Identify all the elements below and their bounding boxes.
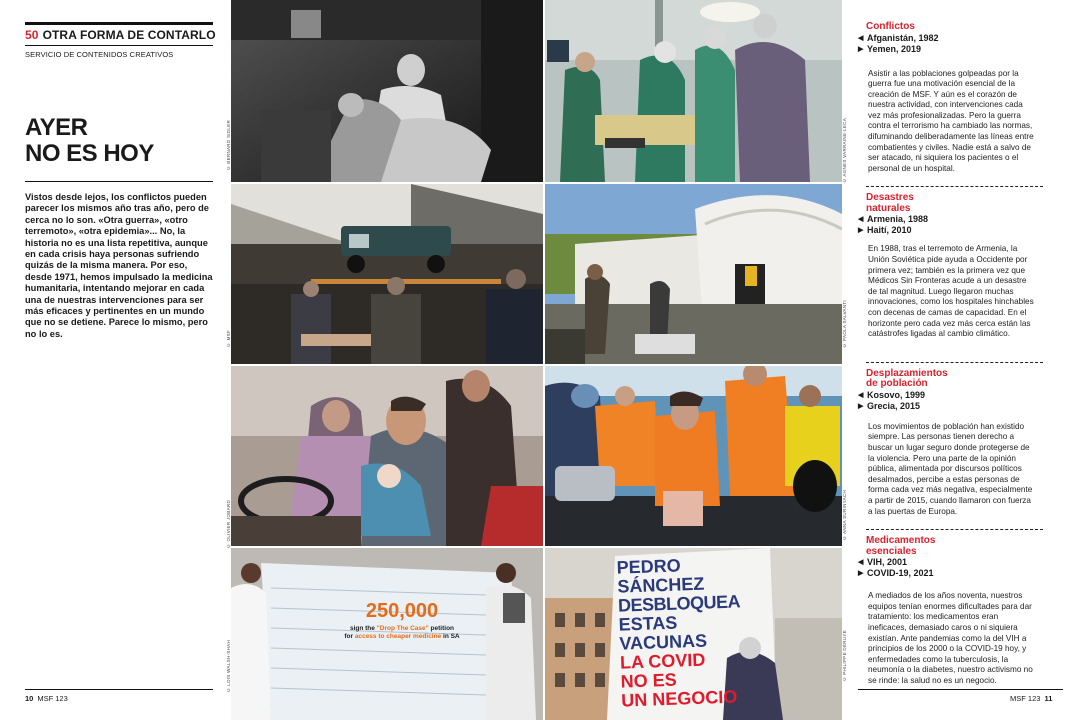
section-title: OTRA FORMA DE CONTARLO <box>42 28 216 42</box>
truck-sign-line-7: NO ES <box>620 669 678 692</box>
banner-line-1c: petition <box>428 625 455 632</box>
section-title <box>866 369 1035 390</box>
photo-inflatable-hospital <box>545 184 842 364</box>
timeline-item-label: Kosovo, 1999 <box>867 389 926 400</box>
headline-line-1: AYER <box>25 114 88 141</box>
truck-sign <box>616 553 771 710</box>
left-column <box>25 22 216 340</box>
photo-vacunas-truck <box>545 548 842 720</box>
banner-line-1 <box>327 625 477 632</box>
right-column <box>858 22 1035 686</box>
section-title-line: esenciales <box>866 545 917 557</box>
timeline-item <box>858 214 1035 225</box>
banner-number: 250,000 <box>365 600 439 622</box>
banner-line-2a: for <box>344 633 355 640</box>
section-title-line: naturales <box>866 202 911 214</box>
truck-sign-line-6: LA COVID <box>619 649 706 673</box>
photo-yemen-surgery <box>545 0 842 182</box>
triangle-right-icon: ▶ <box>858 227 864 235</box>
banner-line-1a: sign the <box>349 625 377 632</box>
section-title-line: Desastres <box>866 192 914 204</box>
section-conflictos <box>858 22 1035 187</box>
page-number-left: 10 <box>25 694 34 703</box>
timeline-item-label: Grecia, 2015 <box>867 400 921 411</box>
triangle-left-icon: ◀ <box>858 216 864 224</box>
section-title-line: de población <box>866 378 928 390</box>
section-title-line: Conflictos <box>866 21 915 32</box>
photo-credit: © MSF <box>226 330 231 348</box>
section-divider <box>866 529 1043 530</box>
triangle-right-icon: ▶ <box>858 570 864 578</box>
banner-text <box>327 600 477 640</box>
triangle-right-icon: ▶ <box>858 45 864 53</box>
truck-sign-line-1: PEDRO <box>616 555 682 578</box>
section-desastres <box>858 193 1035 362</box>
timeline-item <box>858 225 1035 236</box>
triangle-left-icon: ◀ <box>858 559 864 567</box>
triangle-right-icon: ▶ <box>858 402 864 410</box>
timeline-item <box>858 44 1035 55</box>
photo-credit: © PHILIPPE DERUYE <box>842 630 847 682</box>
truck-sign-line-3: DESBLOQUEA <box>617 591 741 616</box>
photo-drop-the-case <box>231 548 543 720</box>
truck-sign-line-5: VACUNAS <box>619 630 708 654</box>
section-desplazamientos <box>858 369 1035 530</box>
timeline-item <box>858 568 1035 579</box>
page-number-right: 11 <box>1044 694 1053 703</box>
section-title <box>866 536 1035 557</box>
timeline-item <box>858 390 1035 401</box>
banner-line-2 <box>327 633 477 640</box>
photo-credit: © PAOLA SALVANTI <box>842 300 847 348</box>
truck-sign-line-4: ESTAS <box>618 612 678 635</box>
timeline-item <box>858 33 1035 44</box>
headline <box>25 115 213 167</box>
section-text: A mediados de los años noventa, nuestros equipos tenían enormes dificultades para dar tratamiento: los medicamentos eran ineficaces, demasiado caros o ni siquiera existían. Ante pandemias como la del VIH a principios de los 2000 o la COVID-19 hoy, y enfermedades como la tuberculosis, la neumonía o la diabetes, nuestro activismo no se rinde: la salud no es un negocio. <box>868 591 1033 685</box>
footer-rule-right <box>858 689 1063 690</box>
footer-rule-left <box>25 689 213 690</box>
magazine-issue-left: MSF 123 <box>37 694 68 703</box>
timeline-item <box>858 557 1035 568</box>
photo-credit: © OLIVIER JOBARD <box>226 500 231 549</box>
headline-line-2: NO ES HOY <box>25 140 154 167</box>
folio-left <box>25 694 68 703</box>
timeline-item-label: VIH, 2001 <box>867 557 908 568</box>
section-header <box>25 22 216 46</box>
triangle-left-icon: ◀ <box>858 34 864 42</box>
headline-rule <box>25 181 213 182</box>
timeline-item <box>858 401 1035 412</box>
timeline-item-label: Afganistán, 1982 <box>867 32 939 43</box>
banner-line-2b: access to cheaper medicine <box>354 633 442 640</box>
photo-credit: © BERNARD SIDLER <box>226 120 231 171</box>
photo-credit: © ANNA SURINYACH <box>842 490 847 541</box>
section-text: Los movimientos de población han existido siempre. Las personas tienen derecho a buscar un lugar seguro donde protegerse de la violencia. Pero una parte de la opinión pública, alimentada por discursos políticos desalmados, percibe a estas personas de forma cada vez más negativa, especialmente a partir de 2015, cuando llamaron con fuerza a las puertas de Europa. <box>868 421 1033 516</box>
section-divider <box>866 186 1043 187</box>
section-title-line: Desplazamientos <box>866 367 948 379</box>
section-divider <box>866 362 1043 363</box>
photo-armenia-rescue <box>231 184 543 364</box>
photo-afghanistan <box>231 0 543 182</box>
section-number: 50 <box>25 28 39 42</box>
timeline-item-label: Haití, 2010 <box>867 225 912 236</box>
truck-sign-line-2: SÁNCHEZ <box>617 573 705 597</box>
magazine-issue-right: MSF 123 <box>1010 694 1041 703</box>
section-title <box>866 193 1035 214</box>
triangle-left-icon: ◀ <box>858 391 864 399</box>
timeline-item-label: COVID-19, 2021 <box>867 568 934 579</box>
photo-greece-boat <box>545 366 842 546</box>
timeline-item-label: Armenia, 1988 <box>867 214 929 225</box>
section-medicamentos <box>858 536 1035 686</box>
intro-text: Vistos desde lejos, los conflictos pueden parecer los mismos año tras año, pero de cerca no lo son. «Otra guerra», «otro terremoto», «otra epidemia»... No, la historia no es una lista repetitiva, aunque en cada crisis haya personas sufriendo quizás de la misma manera. Por eso, desde 1971, hemos impulsado la medicina humanitaria, intentando mejorar en cada una de nuestras intervenciones para ser más eficaces y pertinentes en un mundo que no se detiene. Parece lo mismo, pero no lo es. <box>25 192 213 339</box>
timeline-item-label: Yemen, 2019 <box>867 43 922 54</box>
photo-credit: © AGNES VARRAINE-LECA <box>842 118 847 184</box>
banner-line-1b: "Drop The Case" <box>376 625 429 632</box>
photo-kosovo-family <box>231 366 543 546</box>
photo-credit: © LOIS WALSH-SHAH <box>226 640 231 693</box>
section-text: Asistir a las poblaciones golpeadas por la guerra fue una motivación esencial de la creación de MSF. Y aún es el corazón de nuestra actividad, con intervenciones cada vez más profesionalizadas. Pero la guerra contra el terrorismo ha cambiado las normas, difuminando deliberadamente las líneas entre combatientes y civiles. Nadie está a salvo de ser atacado, ni siquiera los pacientes o el personal de un hospital. <box>868 68 1034 173</box>
banner-line-2c: in SA <box>441 633 460 640</box>
truck-sign-line-8: UN NEGOCIO <box>621 686 738 711</box>
folio-right <box>1010 694 1052 703</box>
section-title-line: Medicamentos <box>866 535 936 547</box>
section-text: En 1988, tras el terremoto de Armenia, la Unión Soviética pide ayuda a Occidente por primera vez; también es la primera vez que Médicos Sin Fronteras acude a un desastre de tal magnitud. Luego llegaron muchas innovaciones, como los hospitales hinchables con decenas de camas de capacidad. En el horizonte pero cada vez más cerca están las catástrofes ligadas al cambio climático. <box>868 244 1034 339</box>
section-title <box>866 22 1035 33</box>
section-subtitle: SERVICIO DE CONTENIDOS CREATIVOS <box>25 50 174 59</box>
